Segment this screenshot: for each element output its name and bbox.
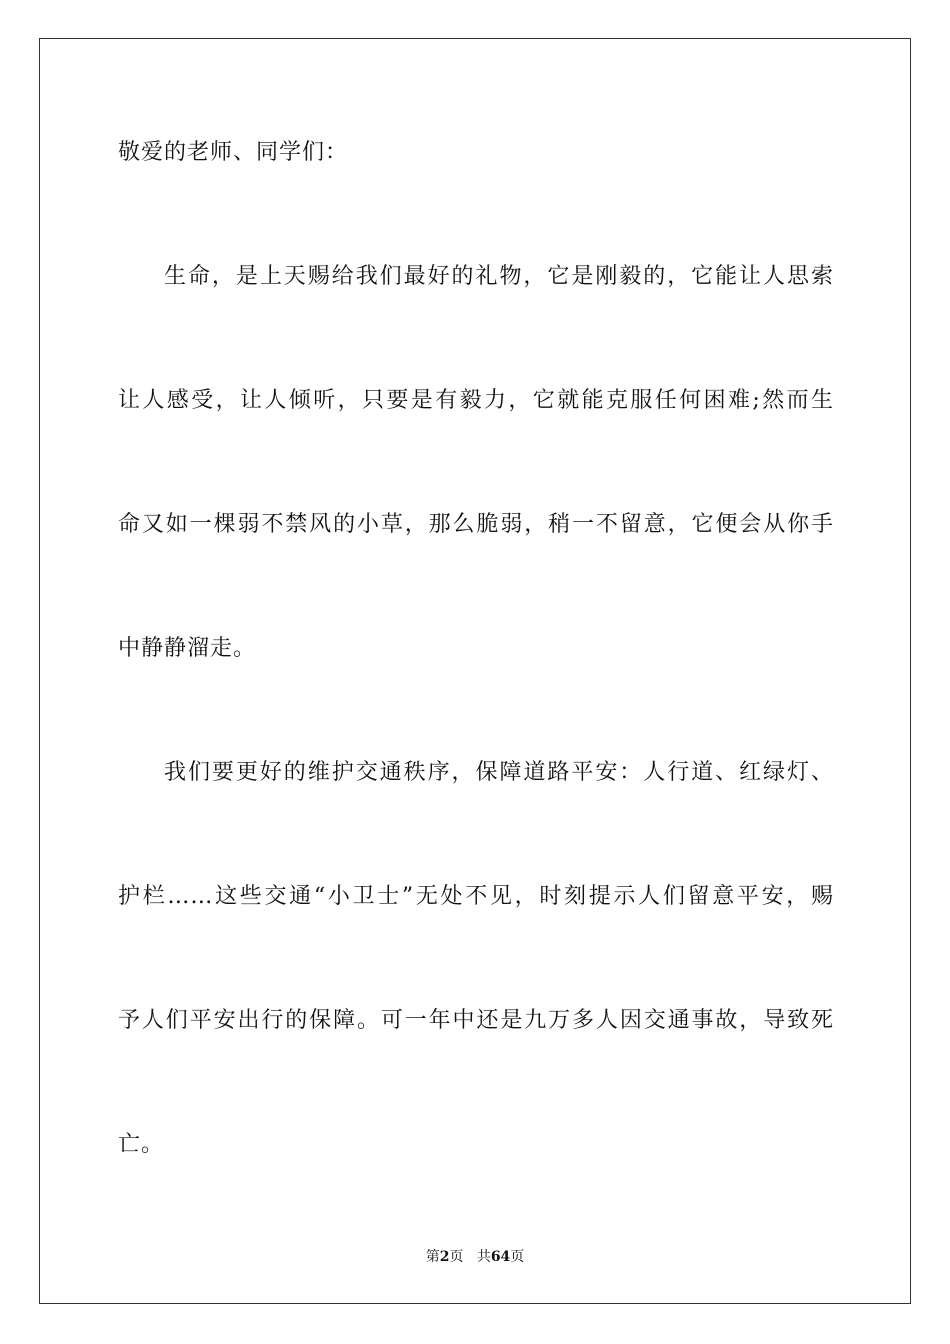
paragraph1-line1: 生命，是上天赐给我们最好的礼物，它是刚毅的，它能让人思索 — [164, 264, 834, 289]
paragraph1-line4: 中静静溜走。 — [118, 636, 257, 661]
footer-total-pages: 64 — [490, 1249, 511, 1265]
footer-total-prefix: 共 — [476, 1249, 491, 1265]
paragraph2-line3: 予人们平安出行的保障。可一年中还是九万多人因交通事故，导致死 — [118, 1008, 834, 1033]
page-footer — [0, 1248, 950, 1266]
page-border — [39, 38, 911, 1304]
salutation: 敬爱的老师、同学们： — [118, 140, 349, 165]
footer-page-suffix: 页 — [449, 1249, 464, 1265]
paragraph1-line3: 命又如一棵弱不禁风的小草，那么脆弱，稍一不留意，它便会从你手 — [118, 512, 834, 537]
paragraph1-line2: 让人感受，让人倾听，只要是有毅力，它就能克服任何困难;然而生 — [118, 388, 834, 413]
paragraph2-line4: 亡。 — [118, 1132, 165, 1157]
paragraph2-line2: 护栏……这些交通“小卫士”无处不见，时刻提示人们留意平安，赐 — [118, 884, 834, 909]
paragraph2-line1: 我们要更好的维护交通秩序，保障道路平安：人行道、红绿灯、 — [164, 760, 834, 785]
footer-total-suffix: 页 — [510, 1249, 525, 1265]
footer-page-number: 2 — [439, 1249, 450, 1265]
footer-page-prefix: 第 — [425, 1249, 440, 1265]
